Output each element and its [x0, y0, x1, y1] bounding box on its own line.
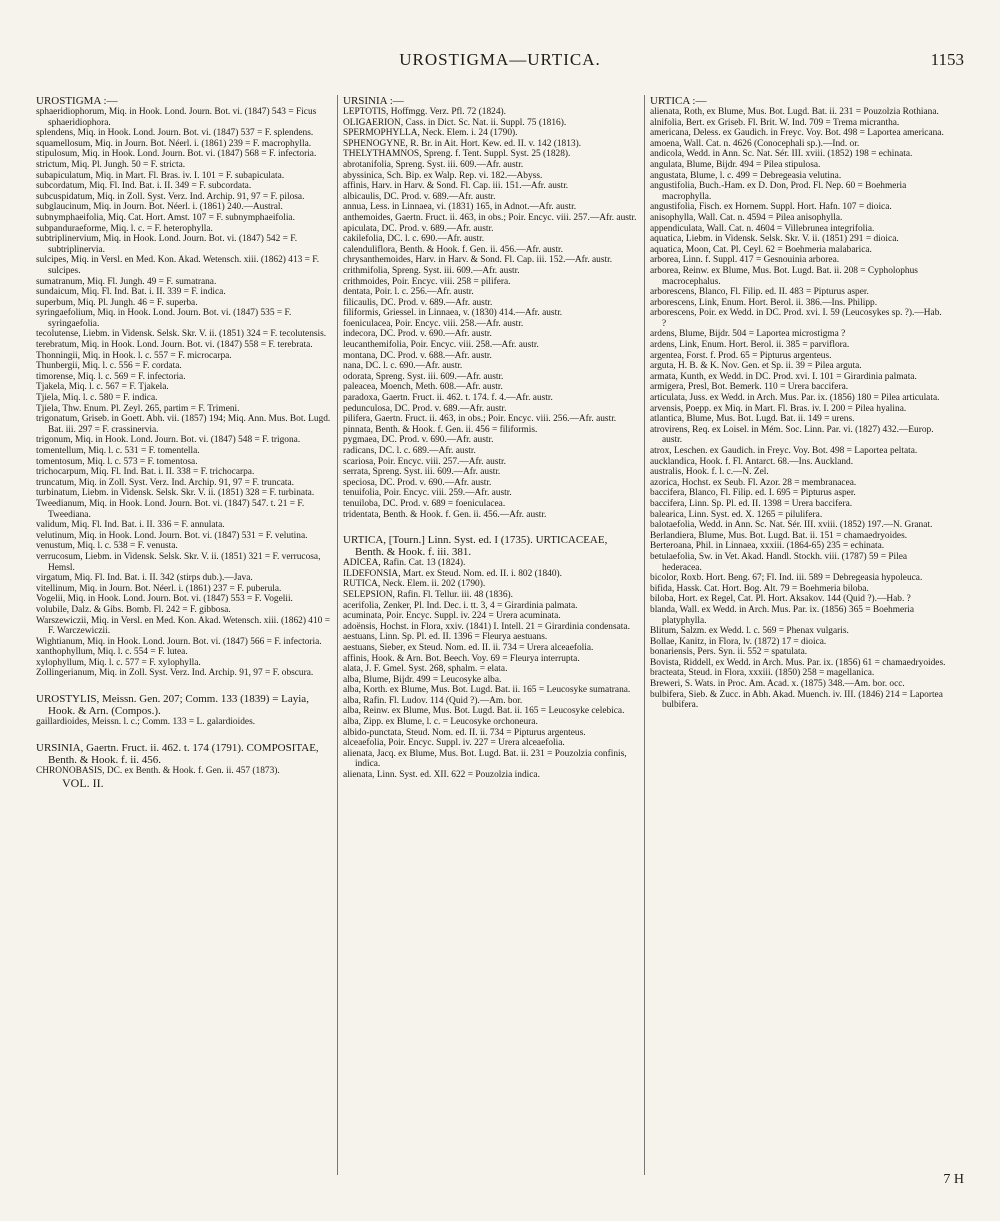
entry: validum, Miq. Fl. Ind. Bat. i. II. 336 = F. annulata.	[36, 520, 225, 531]
entry: andicola, Wedd. in Ann. Sc. Nat. Sér. III. xviii. (1852) 198 = echinata.	[650, 149, 913, 160]
entry: arborea, Linn. f. Suppl. 417 = Gesnouinia arborea.	[650, 255, 840, 266]
entry: atlantica, Blume, Mus. Bot. Lugd. Bat. ii. 149 = urens.	[650, 414, 855, 425]
entry: volubile, Dalz. & Gibs. Bomb. Fl. 242 = F. gibbosa.	[36, 604, 231, 615]
entry: ardens, Link, Enum. Hort. Berol. ii. 385 = parviflora.	[650, 340, 850, 351]
entry: subglaucinum, Miq. in Journ. Bot. Néerl. i. (1861) 240.—Austral.	[36, 202, 283, 213]
entry: armata, Kunth, ex Wedd. in DC. Prod. xvi. I. 101 = Girardinia palmata.	[650, 371, 917, 382]
entry: betulaefolia, Sw. in Vet. Akad. Handl. Stockh. viii. (1787) 59 = Pilea hederacea.	[650, 551, 908, 573]
entry: subcuspidatum, Miq. in Zoll. Syst. Verz. Ind. Archip. 91, 97 = F. pilosa.	[36, 191, 305, 202]
section-heading: UROSTIGMA :—	[36, 95, 118, 107]
entry: angulata, Blume, Bijdr. 494 = Pilea stipulosa.	[650, 159, 821, 170]
entry: aquatica, Liebm. in Vidensk. Selsk. Skr. V. ii. (1851) 291 = dioica.	[650, 234, 899, 245]
entry: alba, Reinw. ex Blume, Mus. Bot. Lugd. Bat. ii. 165 = Leucosyke celebica.	[343, 706, 625, 717]
entry: subnymphaeifolia, Miq. Cat. Hort. Amst. 107 = F. subnymphaeifolia.	[36, 212, 295, 223]
entry: cakilefolia, DC. l. c. 690.—Afr. austr.	[343, 234, 485, 245]
entry: tomentellum, Miq. l. c. 531 = F. tomentella.	[36, 446, 200, 456]
entry: CHRONOBASIS, DC. ex Benth. & Hook. f. Gen. ii. 457 (1873).	[36, 765, 280, 776]
entry: blanda, Wall. ex Wedd. in Arch. Mus. Par. ix. (1856) 365 = Boehmeria platyphylla.	[650, 604, 915, 626]
entry: arborescens, Link, Enum. Hort. Berol. ii. 386.—Ins. Philipp.	[650, 297, 878, 308]
entry: arborescens, Blanco, Fl. Filip. ed. II. 483 = Pipturus asper.	[650, 287, 869, 298]
entry: baccifera, Linn. Sp. Pl. ed. II. 1398 = Urera baccifera.	[650, 498, 853, 509]
entry: virgatum, Miq. Fl. Ind. Bat. i. II. 342 (stirps dub.).—Java.	[36, 573, 253, 584]
entry: Wightianum, Miq. in Hook. Lond. Journ. Bot. vi. (1847) 566 = F. infectoria.	[36, 636, 322, 647]
entry: crithmifolia, Spreng. Syst. iii. 609.—Afr. austr.	[343, 265, 520, 276]
entry: tecolutense, Liebm. in Vidensk. Selsk. Skr. V. ii. (1851) 324 = F. tecolutensis.	[36, 329, 327, 340]
entry: xylophyllum, Miq. l. c. 577 = F. xylophylla.	[36, 657, 201, 668]
entry: affinis, Harv. in Harv. & Sond. Fl. Cap. iii. 151.—Afr. austr.	[343, 181, 569, 192]
entry: vitellinum, Miq. in Journ. Bot. Néerl. i. (1861) 237 = F. puberula.	[36, 583, 282, 594]
entry: xanthophyllum, Miq. l. c. 554 = F. lutea.	[36, 647, 188, 658]
entry: abrotanifolia, Spreng. Syst. iii. 609.—Afr. austr.	[343, 159, 524, 170]
entry: aucklandica, Hook. f. Fl. Antarct. 68.—Ins. Auckland.	[650, 456, 854, 467]
entry: filiformis, Griessel. in Linnaea, v. (1830) 414.—Afr. austr.	[343, 308, 563, 319]
entry: acerifolia, Zenker, Pl. Ind. Dec. i. tt. 3, 4 = Girardinia palmata.	[343, 600, 578, 611]
entry: THELYTHAMNOS, Spreng. f. Tent. Suppl. Syst. 25 (1828).	[343, 149, 571, 160]
entry: aestuans, Linn. Sp. Pl. ed. II. 1396 = Fleurya aestuans.	[343, 632, 548, 643]
entry: pinnata, Benth. & Hook. f. Gen. ii. 456 = filiformis.	[343, 424, 538, 435]
entry: sundaicum, Miq. Fl. Ind. Bat. i. II. 339 = F. indica.	[36, 287, 226, 298]
entry: chrysanthemoides, Harv. in Harv. & Sond. Fl. Cap. iii. 152.—Afr. austr.	[343, 255, 613, 266]
entry: splendens, Miq. in Hook. Lond. Journ. Bot. vi. (1847) 537 = F. splendens.	[36, 128, 314, 139]
entry: odorata, Spreng. Syst. iii. 609.—Afr. austr.	[343, 371, 504, 382]
entry: Berteroana, Phil. in Linnaea, xxxiii. (1864-65) 235 = echinata.	[650, 541, 885, 552]
entry: venustum, Miq. l. c. 538 = F. venusta.	[36, 541, 178, 552]
entry: Bollae, Kanitz, in Flora, lv. (1872) 17 = dioica.	[650, 636, 827, 647]
entry: Breweri, S. Wats. in Proc. Am. Acad. x. (1875) 348.—Am. bor. occ.	[650, 679, 905, 690]
entry: gaillardioides, Meissn. l. c.; Comm. 133 = L. galardioides.	[36, 717, 256, 728]
entry: subtriplinervium, Miq. in Hook. Lond. Journ. Bot. vi. (1847) 542 = F. subtriplinervia.	[36, 234, 298, 255]
entry: Tjiela, Miq. l. c. 580 = F. indica.	[36, 393, 158, 404]
entry: subcordatum, Miq. Fl. Ind. Bat. i. II. 349 = F. subcordata.	[36, 181, 252, 192]
entry: amoena, Wall. Cat. n. 4626 (Conocephali sp.).—Ind. or.	[650, 138, 860, 149]
entry: alba, Zipp. ex Blume, l. c. = Leucosyke orchoneura.	[343, 717, 538, 728]
entry: Thunbergii, Miq. l. c. 556 = F. cordata.	[36, 361, 182, 372]
entry: alienata, Linn. Syst. ed. XII. 622 = Pouzolzia indica.	[343, 770, 540, 781]
entry: leucanthemifolia, Poir. Encyc. viii. 258.—Afr. austr.	[343, 340, 539, 351]
entry: OLIGAERION, Cass. in Dict. Sc. Nat. ii. Suppl. 75 (1816).	[343, 117, 567, 128]
entry: sumatranum, Miq. Fl. Jungh. 49 = F. sumatrana.	[36, 276, 217, 287]
entry: radicans, DC. l. c. 689.—Afr. austr.	[343, 446, 476, 456]
entry: montana, DC. Prod. v. 688.—Afr. austr.	[343, 350, 492, 361]
section-heading: URSINIA, Gaertn. Fruct. ii. 462. t. 174 (1791). COMPOSITAE, Benth. & Hook. f. ii. 456.	[36, 741, 319, 766]
column-right	[650, 95, 946, 1195]
entry: Warszewiczii, Miq. in Versl. en Med. Kon. Akad. Wetensch. xiii. (1862) 410 = F. Warczewiczii.	[36, 615, 330, 637]
entry: speciosa, DC. Prod. v. 690.—Afr. austr.	[343, 477, 492, 488]
entry: baccifera, Blanco, Fl. Filip. ed. I. 695 = Pipturus asper.	[650, 488, 856, 499]
entry: paradoxa, Gaertn. Fruct. ii. 462. t. 174. f. 4.—Afr. austr.	[343, 393, 553, 404]
entry: arvensis, Poepp. ex Miq. in Mart. Fl. Bras. iv. I. 200 = Pilea hyalina.	[650, 403, 907, 414]
entry: albicaulis, DC. Prod. v. 689.—Afr. austr.	[343, 191, 496, 202]
entry: americana, Deless. ex Gaudich. in Freyc. Voy. Bot. 498 = Laportea americana.	[650, 128, 944, 139]
entry: alba, Rafin. Fl. Ludov. 114 (Quid ?).—Am. bor.	[343, 695, 523, 706]
section-heading: URSINIA :—	[343, 95, 404, 107]
entry: sulcipes, Miq. in Versl. en Med. Kon. Akad. Wetensch. xiii. (1862) 413 = F. sulcipes.	[36, 255, 320, 276]
entry: LEPTOTIS, Hoffmgg. Verz. Pfl. 72 (1824).	[343, 107, 507, 117]
entry: indecora, DC. Prod. v. 690.—Afr. austr.	[343, 329, 492, 340]
entry: paleacea, Moench, Meth. 608.—Afr. austr.	[343, 382, 503, 393]
entry: annua, Less. in Linnaea, vi. (1831) 165, in Adnot.—Afr. austr.	[343, 202, 577, 213]
entry: angustifolia, Buch.-Ham. ex D. Don, Prod. Fl. Nep. 60 = Boehmeria macrophylla.	[650, 181, 907, 202]
entry: crithmoides, Poir. Encyc. viii. 258 = pilifera.	[343, 276, 511, 287]
entry: apiculata, DC. Prod. v. 689.—Afr. austr.	[343, 223, 494, 234]
entry: strictum, Miq. Pl. Jungh. 50 = F. stricta.	[36, 159, 186, 170]
entry: bicolor, Roxb. Hort. Beng. 67; Fl. Ind. iii. 589 = Debregeasia hypoleuca.	[650, 573, 923, 584]
entry: sphaeridiophorum, Miq. in Hook. Lond. Journ. Bot. vi. (1847) 543 = Ficus sphaeridiophora.	[36, 107, 317, 128]
entry: atrox, Leschen. ex Gaudich. in Freyc. Voy. Bot. 498 = Laportea peltata.	[650, 446, 918, 456]
entry: tenuiloba, DC. Prod. v. 689 = foeniculacea.	[343, 498, 506, 509]
entry: trigonatum, Griseb. in Goett. Abh. vii. (1857) 194; Miq. Ann. Mus. Bot. Lugd. Bat. iii. 297 = F. crassinervia.	[36, 414, 331, 435]
entry: SELEPSION, Rafin. Fl. Tellur. iii. 48 (1836).	[343, 589, 514, 600]
entry: adoënsis, Hochst. in Flora, xxiv. (1841) I. Intell. 21 = Girardinia condensata.	[343, 621, 630, 632]
entry: ILDEFONSIA, Mart. ex Steud. Nom. ed. II. i. 802 (1840).	[343, 568, 562, 579]
entry: alnifolia, Bert. ex Griseb. Fl. Brit. W. Ind. 709 = Trema micrantha.	[650, 117, 900, 128]
entry: calenduliflora, Benth. & Hook. f. Gen. ii. 456.—Afr. austr.	[343, 244, 564, 255]
entry: squamellosum, Miq. in Journ. Bot. Néerl. i. (1861) 239 = F. macrophylla.	[36, 138, 312, 149]
entry: Thonningii, Miq. in Hook. l. c. 557 = F. microcarpa.	[36, 350, 232, 361]
entry: angustata, Blume, l. c. 499 = Debregeasia velutina.	[650, 170, 842, 181]
section-heading: URTICA, [Tourn.] Linn. Syst. ed. I (1735). URTICACEAE, Benth. & Hook. f. iii. 381.	[343, 534, 608, 559]
entry: Vogelii, Miq. in Hook. Lond. Journ. Bot. vi. (1847) 553 = F. Vogelii.	[36, 594, 293, 605]
entry: nana, DC. l. c. 690.—Afr. austr.	[343, 361, 463, 372]
entry: trichocarpum, Miq. Fl. Ind. Bat. i. II. 338 = F. trichocarpa.	[36, 467, 255, 478]
entry: velutinum, Miq. in Hook. Lond. Journ. Bot. vi. (1847) 531 = F. velutina.	[36, 530, 308, 541]
entry: angustifolia, Fisch. ex Hornem. Suppl. Hort. Hafn. 107 = dioica.	[650, 202, 892, 213]
column-left	[36, 95, 332, 1195]
entry: alceaefolia, Poir. Encyc. Suppl. iv. 227 = Urera alceaefolia.	[343, 738, 565, 749]
entry: aestuans, Sieber, ex Steud. Nom. ed. II. ii. 734 = Urera alceaefolia.	[343, 642, 594, 653]
entry: Zollingerianum, Miq. in Zoll. Syst. Verz. Ind. Archip. 91, 97 = F. obscura.	[36, 668, 314, 679]
entry: RUTICA, Neck. Elem. ii. 202 (1790).	[343, 579, 486, 590]
entry: turbinatum, Liebm. in Vidensk. Selsk. Skr. V. ii. (1851) 328 = F. turbinata.	[36, 488, 315, 499]
entry: tomentosum, Miq. l. c. 573 = F. tomentosa.	[36, 456, 198, 467]
entry: ardens, Blume, Bijdr. 504 = Laportea microstigma ?	[650, 329, 846, 340]
column-divider	[644, 95, 645, 1175]
entry: Berlandiera, Blume, Mus. Bot. Lugd. Bat. ii. 151 = chamaedryoides.	[650, 530, 908, 541]
entry: arguta, H. B. & K. Nov. Gen. et Sp. ii. 39 = Pilea arguta.	[650, 361, 862, 372]
volume-label: VOL. II.	[62, 776, 104, 791]
entry: affinis, Hook. & Arn. Bot. Beech. Voy. 69 = Fleurya interrupta.	[343, 653, 580, 664]
entry: armigera, Presl, Bot. Bemerk. 110 = Urera baccifera.	[650, 382, 849, 393]
entry: tridentata, Benth. & Hook. f. Gen. ii. 456.—Afr. austr.	[343, 509, 547, 520]
entry: arborescens, Poir. ex Wedd. in DC. Prod. xvi. I. 59 (Leucosykes sp. ?).—Hab. ?	[650, 308, 942, 329]
entry: pilifera, Gaertn. Fruct. ii. 463, in obs.; Poir. Encyc. viii. 256.—Afr. austr.	[343, 414, 617, 425]
signature-mark: 7 H	[943, 1172, 964, 1187]
entry: australis, Hook. f. l. c.—N. Zel.	[650, 467, 769, 478]
entry: pygmaea, DC. Prod. v. 690.—Afr. austr.	[343, 435, 494, 446]
column-middle	[343, 95, 639, 1195]
entry: dentata, Poir. l. c. 256.—Afr. austr.	[343, 287, 474, 298]
entry: scariosa, Poir. Encyc. viii. 257.—Afr. austr.	[343, 456, 506, 467]
entry: serrata, Spreng. Syst. iii. 609.—Afr. austr.	[343, 467, 501, 478]
entry: subpanduraeforme, Miq. l. c. = F. heterophylla.	[36, 223, 213, 234]
entry: biloba, Hort. ex Regel, Cat. Pl. Hort. Aksakov. 144 (Quid ?).—Hab. ?	[650, 594, 911, 605]
section-heading: UROSTYLIS, Meissn. Gen. 207; Comm. 133 (1839) = Layia, Hook. & Arn. (Compos.).	[36, 693, 309, 718]
entry: albido-punctata, Steud. Nom. ed. II. ii. 734 = Pipturus argenteus.	[343, 727, 586, 738]
columns-container	[36, 95, 972, 1195]
entry: trigonum, Miq. in Hook. Lond. Journ. Bot. vi. (1847) 548 = F. trigona.	[36, 435, 301, 446]
entry: bonariensis, Pers. Syn. ii. 552 = spatulata.	[650, 647, 808, 658]
entry: truncatum, Miq. in Zoll. Syst. Verz. Ind. Archip. 91, 97 = F. truncata.	[36, 477, 294, 488]
entry: ADICEA, Rafin. Cat. 13 (1824).	[343, 558, 466, 569]
entry: syringaefolium, Miq. in Hook. Lond. Journ. Bot. vi. (1847) 535 = F. syringaefolia.	[36, 308, 292, 329]
entry: timorense, Miq. l. c. 569 = F. infectoria.	[36, 371, 186, 382]
entry: articulata, Juss. ex Wedd. in Arch. Mus. Par. ix. (1856) 180 = Pilea articulata.	[650, 393, 940, 404]
entry: pedunculosa, DC. Prod. v. 689.—Afr. austr.	[343, 403, 507, 414]
entry: Tjiela, Thw. Enum. Pl. Zeyl. 265, partim = F. Trimeni.	[36, 403, 240, 414]
entry: anthemoides, Gaertn. Fruct. ii. 463, in obs.; Poir. Encyc. viii. 257.—Afr. austr.	[343, 212, 637, 223]
entry: azorica, Hochst. ex Seub. Fl. Azor. 28 = membranacea.	[650, 477, 857, 488]
entry: balotaefolia, Wedd. in Ann. Sc. Nat. Sér. III. xviii. (1852) 197.—N. Granat.	[650, 520, 933, 531]
entry: bulbifera, Sieb. & Zucc. in Abh. Akad. Muench. iv. III. (1846) 214 = Laportea bulbifera.	[650, 689, 943, 711]
entry: atrovirens, Req. ex Loisel. in Mém. Soc. Linn. Par. vi. (1827) 432.—Europ. austr.	[650, 424, 934, 446]
entry: Blitum, Salzm. ex Wedd. l. c. 569 = Phenax vulgaris.	[650, 626, 849, 637]
entry: appendiculata, Wall. Cat. n. 4604 = Villebrunea integrifolia.	[650, 223, 875, 234]
column-divider	[337, 95, 338, 1175]
entry: tenuifolia, Poir. Encyc. viii. 259.—Afr. austr.	[343, 488, 512, 499]
page-header	[36, 50, 964, 76]
entry: alata, J. F. Gmel. Syst. 268, sphalm. = elata.	[343, 664, 508, 675]
entry: foeniculacea, Poir. Encyc. viii. 258.—Afr. austr.	[343, 318, 524, 329]
entry: bracteata, Steud. in Flora, xxxiii. (1850) 258 = magellanica.	[650, 668, 875, 679]
page-number: 1153	[930, 50, 964, 69]
entry: Bovista, Riddell, ex Wedd. in Arch. Mus. Par. ix. (1856) 61 = chamaedryoides.	[650, 657, 946, 668]
entry: alba, Blume, Bijdr. 499 = Leucosyke alba.	[343, 674, 502, 685]
entry: acuminata, Poir. Encyc. Suppl. iv. 224 = Urera acuminata.	[343, 611, 561, 622]
entry: SPHENOGYNE, R. Br. in Ait. Hort. Kew. ed. II. v. 142 (1813).	[343, 138, 582, 149]
entry: Tjakela, Miq. l. c. 567 = F. Tjakela.	[36, 382, 169, 393]
section-heading: URTICA :—	[650, 95, 707, 107]
entry: arborea, Reinw. ex Blume, Mus. Bot. Lugd. Bat. ii. 208 = Cypholophus macrocephalus.	[650, 265, 918, 287]
entry: superbum, Miq. Pl. Jungh. 46 = F. superba.	[36, 297, 198, 308]
entry: argentea, Forst. f. Prod. 65 = Pipturus argenteus.	[650, 350, 832, 361]
entry: Tweedianum, Miq. in Hook. Lond. Journ. Bot. vi. (1847) 547. t. 21 = F. Tweediana.	[36, 498, 305, 520]
entry: alienata, Roth, ex Blume, Mus. Bot. Lugd. Bat. ii. 231 = Pouzolzia Rothiana.	[650, 107, 939, 117]
entry: filicaulis, DC. Prod. v. 689.—Afr. austr.	[343, 297, 493, 308]
entry: balearica, Linn. Syst. ed. X. 1265 = pilulifera.	[650, 509, 823, 520]
entry: abyssinica, Sch. Bip. ex Walp. Rep. vi. 182.—Abyss.	[343, 170, 543, 181]
entry: subapiculatum, Miq. in Mart. Fl. Bras. iv. I. 101 = F. subapiculata.	[36, 170, 285, 181]
entry: alienata, Jacq. ex Blume, Mus. Bot. Lugd. Bat. ii. 231 = Pouzolzia confinis, indica.	[343, 748, 627, 770]
entry: terebratum, Miq. in Hook. Lond. Journ. Bot. vi. (1847) 558 = F. terebrata.	[36, 340, 313, 351]
entry: SPERMOPHYLLA, Neck. Elem. i. 24 (1790).	[343, 128, 518, 139]
entry: anisophylla, Wall. Cat. n. 4594 = Pilea anisophylla.	[650, 212, 843, 223]
entry: bifida, Hassk. Cat. Hort. Bog. Alt. 79 = Boehmeria biloba.	[650, 583, 869, 594]
entry: alba, Korth. ex Blume, Mus. Bot. Lugd. Bat. ii. 165 = Leucosyke sumatrana.	[343, 685, 631, 696]
entry: verrucosum, Liebm. in Vidensk. Selsk. Skr. V. ii. (1851) 321 = F. verrucosa, Hemsl.	[36, 551, 321, 573]
running-title: UROSTIGMA—URTICA.	[399, 50, 601, 69]
entry: stipulosum, Miq. in Hook. Lond. Journ. Bot. vi. (1847) 568 = F. infectoria.	[36, 149, 317, 160]
entry: aquatica, Moon, Cat. Pl. Ceyl. 62 = Boehmeria malabarica.	[650, 244, 872, 255]
